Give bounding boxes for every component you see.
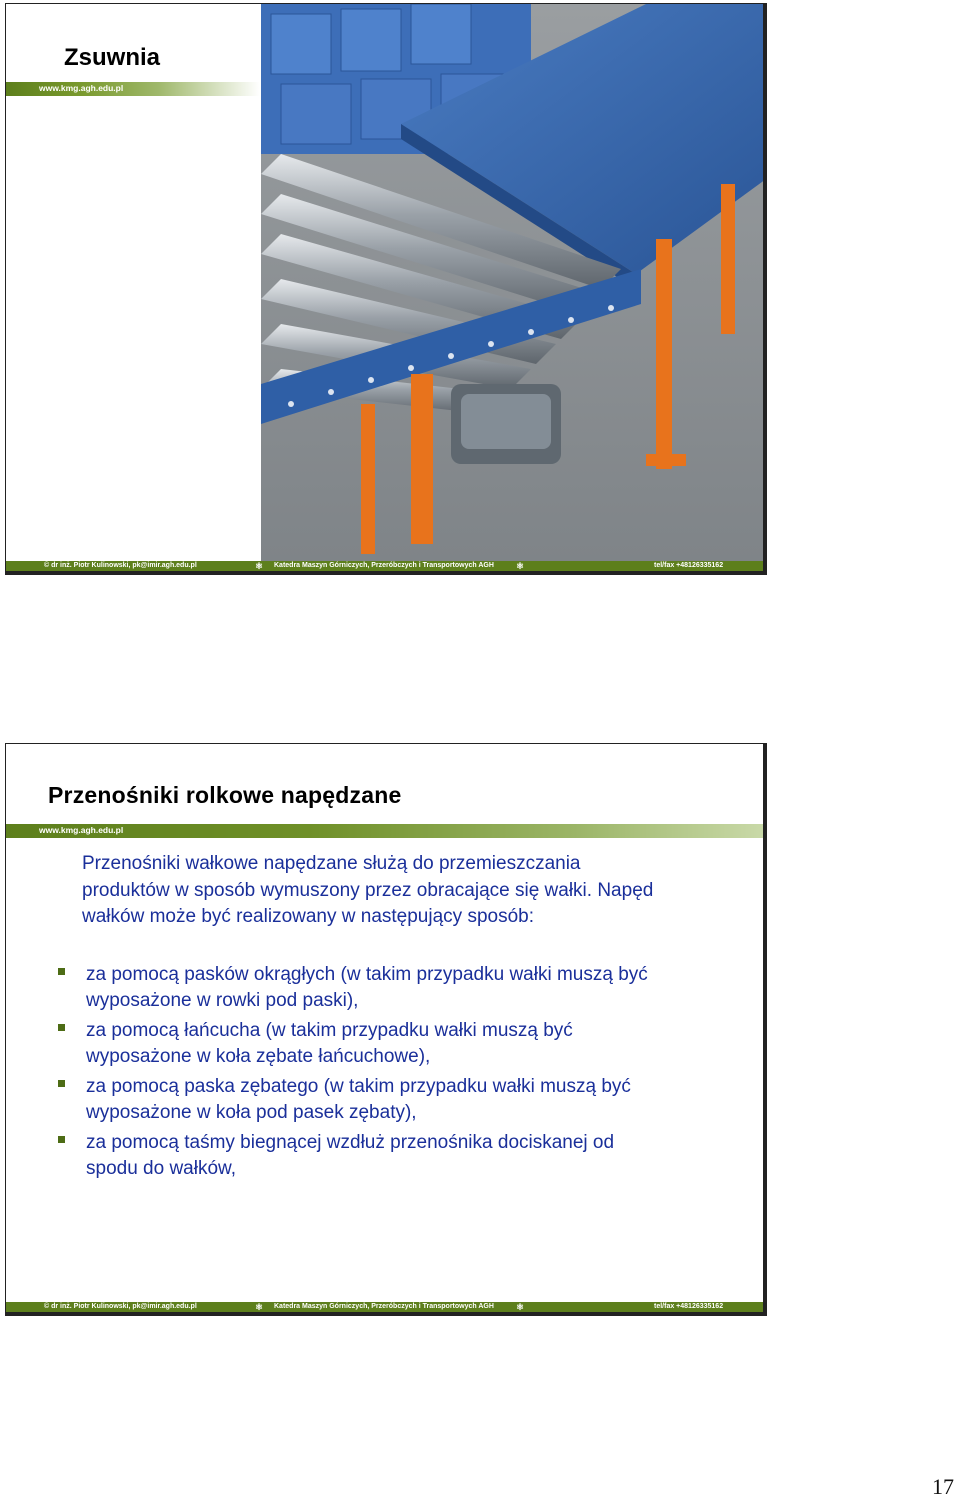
square-bullet-icon [58,1136,65,1143]
url-bar [6,824,764,838]
page-number: 17 [932,1474,954,1499]
url-text: www.kmg.agh.edu.pl [39,825,124,835]
list-item: za pomocą paska zębatego (w takim przypadku wałki muszą być wyposażone w koła pod pasek zębaty), [56,1074,736,1126]
slide-zsuwnia [5,3,767,575]
list-item: za pomocą łańcucha (w takim przypadku wałki muszą być wyposażone w koła zębate łańcuchowe), [56,1018,736,1070]
drive-methods-list [56,962,736,1186]
roller-conveyor-photo [261,4,766,562]
list-item: za pomocą taśmy biegnącej wzdłuż przenośnika dociskanej od spodu do wałków, [56,1130,736,1182]
footer-bar [6,1302,764,1312]
url-text: www.kmg.agh.edu.pl [39,83,124,93]
footer-author: © dr inż. Piotr Kulinowski, pk@imir.agh.edu.pl [44,1303,197,1310]
slide-title: Przenośniki rolkowe napędzane [48,782,402,808]
agh-logo-icon: ⚛ [516,1302,525,1312]
footer-department: Katedra Maszyn Górniczych, Przeróbczych i Transportowych AGH [274,562,494,569]
agh-logo-icon: ⚛ [255,561,264,571]
intro-line: Przenośniki wałkowe napędzane służą do przemieszczania [82,853,581,874]
square-bullet-icon [58,1080,65,1087]
footer-tel: tel/fax +48126335162 [654,1303,724,1310]
footer-bar [6,561,764,571]
intro-line: wałków może być realizowany w następujący sposób: [82,906,534,927]
url-bar [6,82,260,96]
slide-title: Zsuwnia [64,44,161,71]
slide-przenosniki [5,743,767,1316]
intro-paragraph [82,851,742,931]
list-item: za pomocą pasków okrągłych (w takim przypadku wałki muszą być wyposażone w rowki pod paski), [56,962,736,1014]
agh-logo-icon: ⚛ [255,1302,264,1312]
square-bullet-icon [58,1024,65,1031]
footer-author: © dr inż. Piotr Kulinowski, pk@imir.agh.edu.pl [44,562,197,569]
square-bullet-icon [58,968,65,975]
footer-tel: tel/fax +48126335162 [654,562,724,569]
agh-logo-icon: ⚛ [516,561,525,571]
intro-line: produktów w sposób wymuszony przez obracające się wałki. Napęd [82,879,654,901]
footer-department: Katedra Maszyn Górniczych, Przeróbczych i Transportowych AGH [274,1303,494,1310]
